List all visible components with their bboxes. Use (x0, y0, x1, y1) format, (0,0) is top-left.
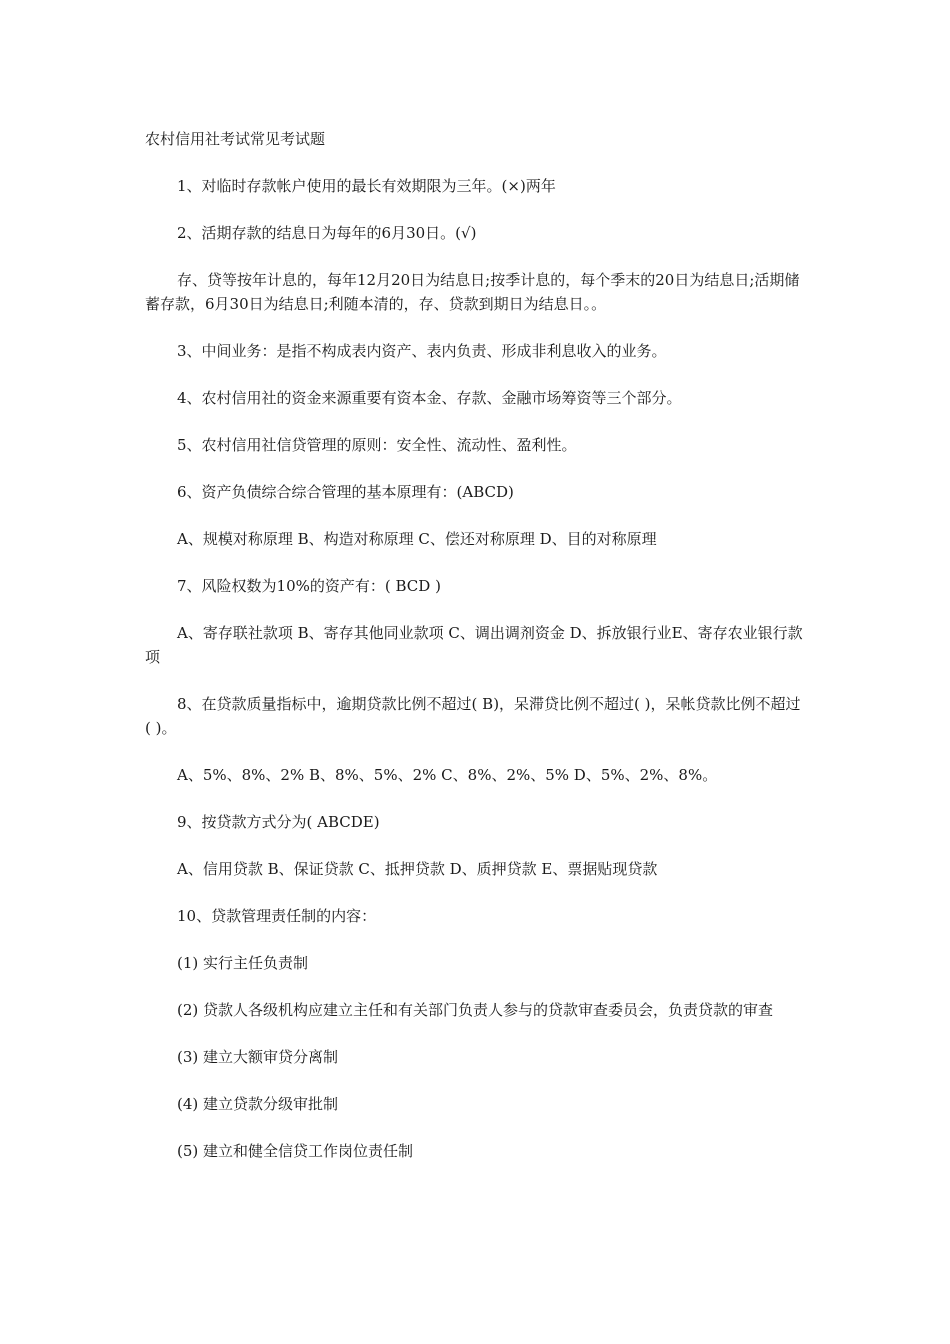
paragraph-10-item-3: (3) 建立大额审贷分离制 (177, 1048, 339, 1066)
paragraph-9: 9、按贷款方式分为( ABCDE) (177, 813, 380, 831)
paragraph-7-options: A、寄存联社款项 B、寄存其他同业款项 C、调出调剂资金 D、拆放银行业E、寄存农业银行款项 (145, 624, 803, 666)
document-title: 农村信用社考试常见考试题 (145, 130, 326, 148)
paragraph-10-item-5: (5) 建立和健全信贷工作岗位责任制 (177, 1142, 414, 1160)
paragraph-6-options: A、规模对称原理 B、构造对称原理 C、偿还对称原理 D、目的对称原理 (177, 530, 657, 548)
paragraph-6: 6、资产负债综合综合管理的基本原理有：(ABCD) (177, 483, 514, 501)
paragraph-8-options: A、5%、8%、2% B、8%、5%、2% C、8%、2%、5% D、5%、2%、8%。 (177, 766, 718, 784)
paragraph-2: 2、活期存款的结息日为每年的6月30日。(√) (177, 224, 477, 242)
paragraph-8: 8、在贷款质量指标中，逾期贷款比例不超过( B)，呆滞贷比例不超过( )，呆帐贷款比例不超过( )。 (145, 695, 801, 737)
paragraph-1: 1、对临时存款帐户使用的最长有效期限为三年。(×)两年 (177, 177, 556, 195)
paragraph-3: 3、中间业务：是指不构成表内资产、表内负责、形成非利息收入的业务。 (177, 342, 667, 360)
paragraph-9-options: A、信用贷款 B、保证贷款 C、抵押贷款 D、质押贷款 E、票据贴现贷款 (177, 860, 658, 878)
paragraph-4: 4、农村信用社的资金来源重要有资本金、存款、金融市场筹资等三个部分。 (177, 389, 682, 407)
paragraph-10: 10、贷款管理责任制的内容： (177, 907, 377, 925)
paragraph-10-item-1: (1) 实行主任负责制 (177, 954, 309, 972)
document-body (145, 127, 805, 1186)
paragraph-10-item-2: (2) 贷款人各级机构应建立主任和有关部门负责人参与的贷款审查委员会，负责贷款的审查 (177, 1001, 774, 1019)
paragraph-10-item-4: (4) 建立贷款分级审批制 (177, 1095, 339, 1113)
paragraph-5: 5、农村信用社信贷管理的原则：安全性、流动性、盈利性。 (177, 436, 577, 454)
paragraph-7: 7、风险权数为10%的资产有：( BCD ) (177, 577, 441, 595)
paragraph-interest-dates: 存、贷等按年计息的，每年12月20日为结息日;按季计息的，每个季末的20日为结息日;活期储蓄存款，6月30日为结息日;利随本清的，存、贷款到期日为结息日。。 (145, 271, 800, 313)
